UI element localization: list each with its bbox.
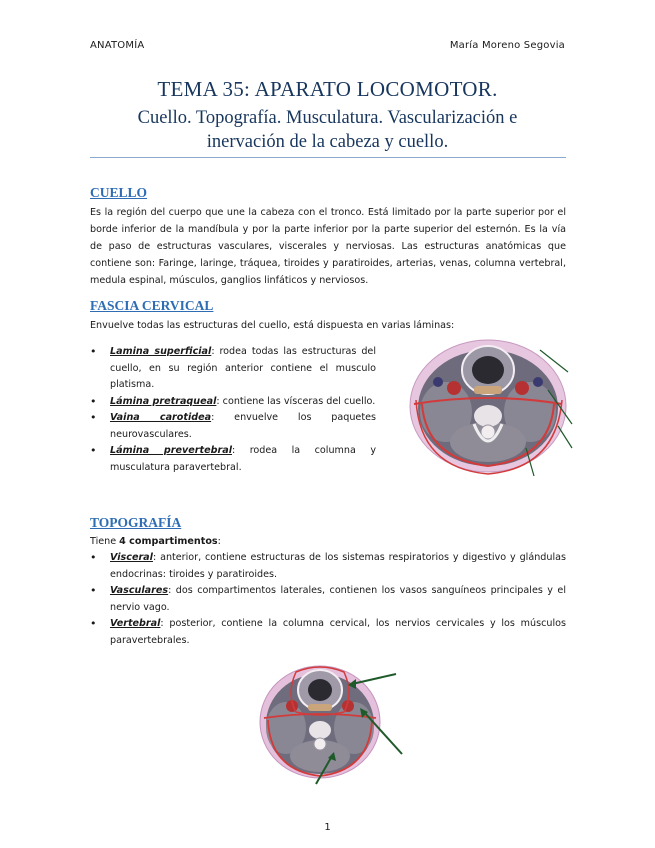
fascia-list: [90, 344, 376, 476]
neck-cross-section-figure-1: [408, 330, 574, 478]
document-subtitle: [80, 106, 575, 154]
bullet-icon: •: [90, 584, 97, 597]
fascia-desc: : rodea la columna y musculatura paravertebral.: [110, 445, 376, 473]
compartment-term: Visceral: [110, 552, 153, 563]
list-item: [90, 616, 566, 649]
section-heading-cuello: CUELLO: [90, 185, 148, 200]
topografia-intro: [90, 533, 566, 550]
title-rule: [90, 157, 566, 158]
page-number: 1: [324, 822, 331, 833]
running-header-left: ANATOMÍA: [90, 40, 145, 51]
compartment-desc: : anterior, contiene estructuras de los sistemas respiratorios y digestivo y glándulas endocrinas: tiroides y paratiroides.: [110, 552, 566, 580]
list-item: [90, 550, 566, 583]
topografia-list: [90, 550, 566, 649]
cuello-paragraph: Es la región del cuerpo que une la cabeza con el tronco. Está limitado por la parte superior por el borde inferior de la mandíbula y por la parte inferior por la parte superior del esternón. Es la vía de paso de estructuras vasculares, viscerales y nerviosas. Las estructuras anatómicas que contiene son: Faringe, laringe, tráquea, tiroides y paratiroides, arterias, venas, columna vertebral, medula espinal, músculos, ganglios linfáticos y nerviosos.: [90, 207, 566, 286]
list-item: [90, 410, 376, 443]
bullet-icon: •: [90, 394, 97, 408]
list-item: [90, 583, 566, 616]
bullet-icon: •: [90, 551, 97, 564]
fascia-term: Vaina carotidea: [110, 412, 212, 423]
fascia-term: Lámina pretraqueal: [110, 395, 217, 407]
compartment-desc: : posterior, contiene la columna cervical, los nervios cervicales y los músculos paravertebrales.: [110, 618, 566, 646]
fascia-term: Lamina superficial: [110, 346, 212, 357]
bullet-icon: •: [90, 345, 97, 358]
document-title: TEMA 35: APARATO LOCOMOTOR.: [157, 77, 498, 101]
fascia-desc: : rodea todas las estructuras del cuello, en su región anterior contiene el musculo platisma.: [110, 346, 376, 390]
intro-colon: :: [217, 536, 221, 547]
bullet-icon: •: [90, 617, 97, 630]
compartment-term: Vertebral: [110, 618, 161, 629]
fascia-desc: : contiene las vísceras del cuello.: [216, 395, 376, 407]
intro-bold: 4 compartimentos: [119, 536, 218, 547]
fascia-intro: Envuelve todas las estructuras del cuello, está dispuesta en varias láminas:: [90, 320, 455, 331]
bullet-icon: •: [90, 411, 97, 424]
compartment-term: Vasculares: [110, 585, 169, 596]
subtitle-line-1: Cuello. Topografía. Musculatura. Vascularización e: [137, 108, 518, 128]
compartment-desc: : dos compartimentos laterales, contienen los vasos sanguíneos principales y el nervio vago.: [110, 585, 566, 613]
fascia-desc: : envuelve los paquetes neurovasculares.: [110, 412, 376, 440]
list-item: [90, 394, 376, 411]
list-item: [90, 344, 376, 394]
bullet-icon: •: [90, 444, 97, 457]
list-item: [90, 443, 376, 476]
section-heading-fascia: FASCIA CERVICAL: [90, 298, 214, 313]
section-heading-topografia: TOPOGRAFÍA: [90, 515, 182, 530]
neck-cross-section-figure-2: [256, 660, 404, 786]
fascia-term: Lámina prevertebral: [110, 445, 232, 456]
running-header-right: María Moreno Segovia: [449, 40, 565, 51]
subtitle-line-2: inervación de la cabeza y cuello.: [206, 132, 449, 152]
intro-text: Tiene: [90, 536, 120, 547]
